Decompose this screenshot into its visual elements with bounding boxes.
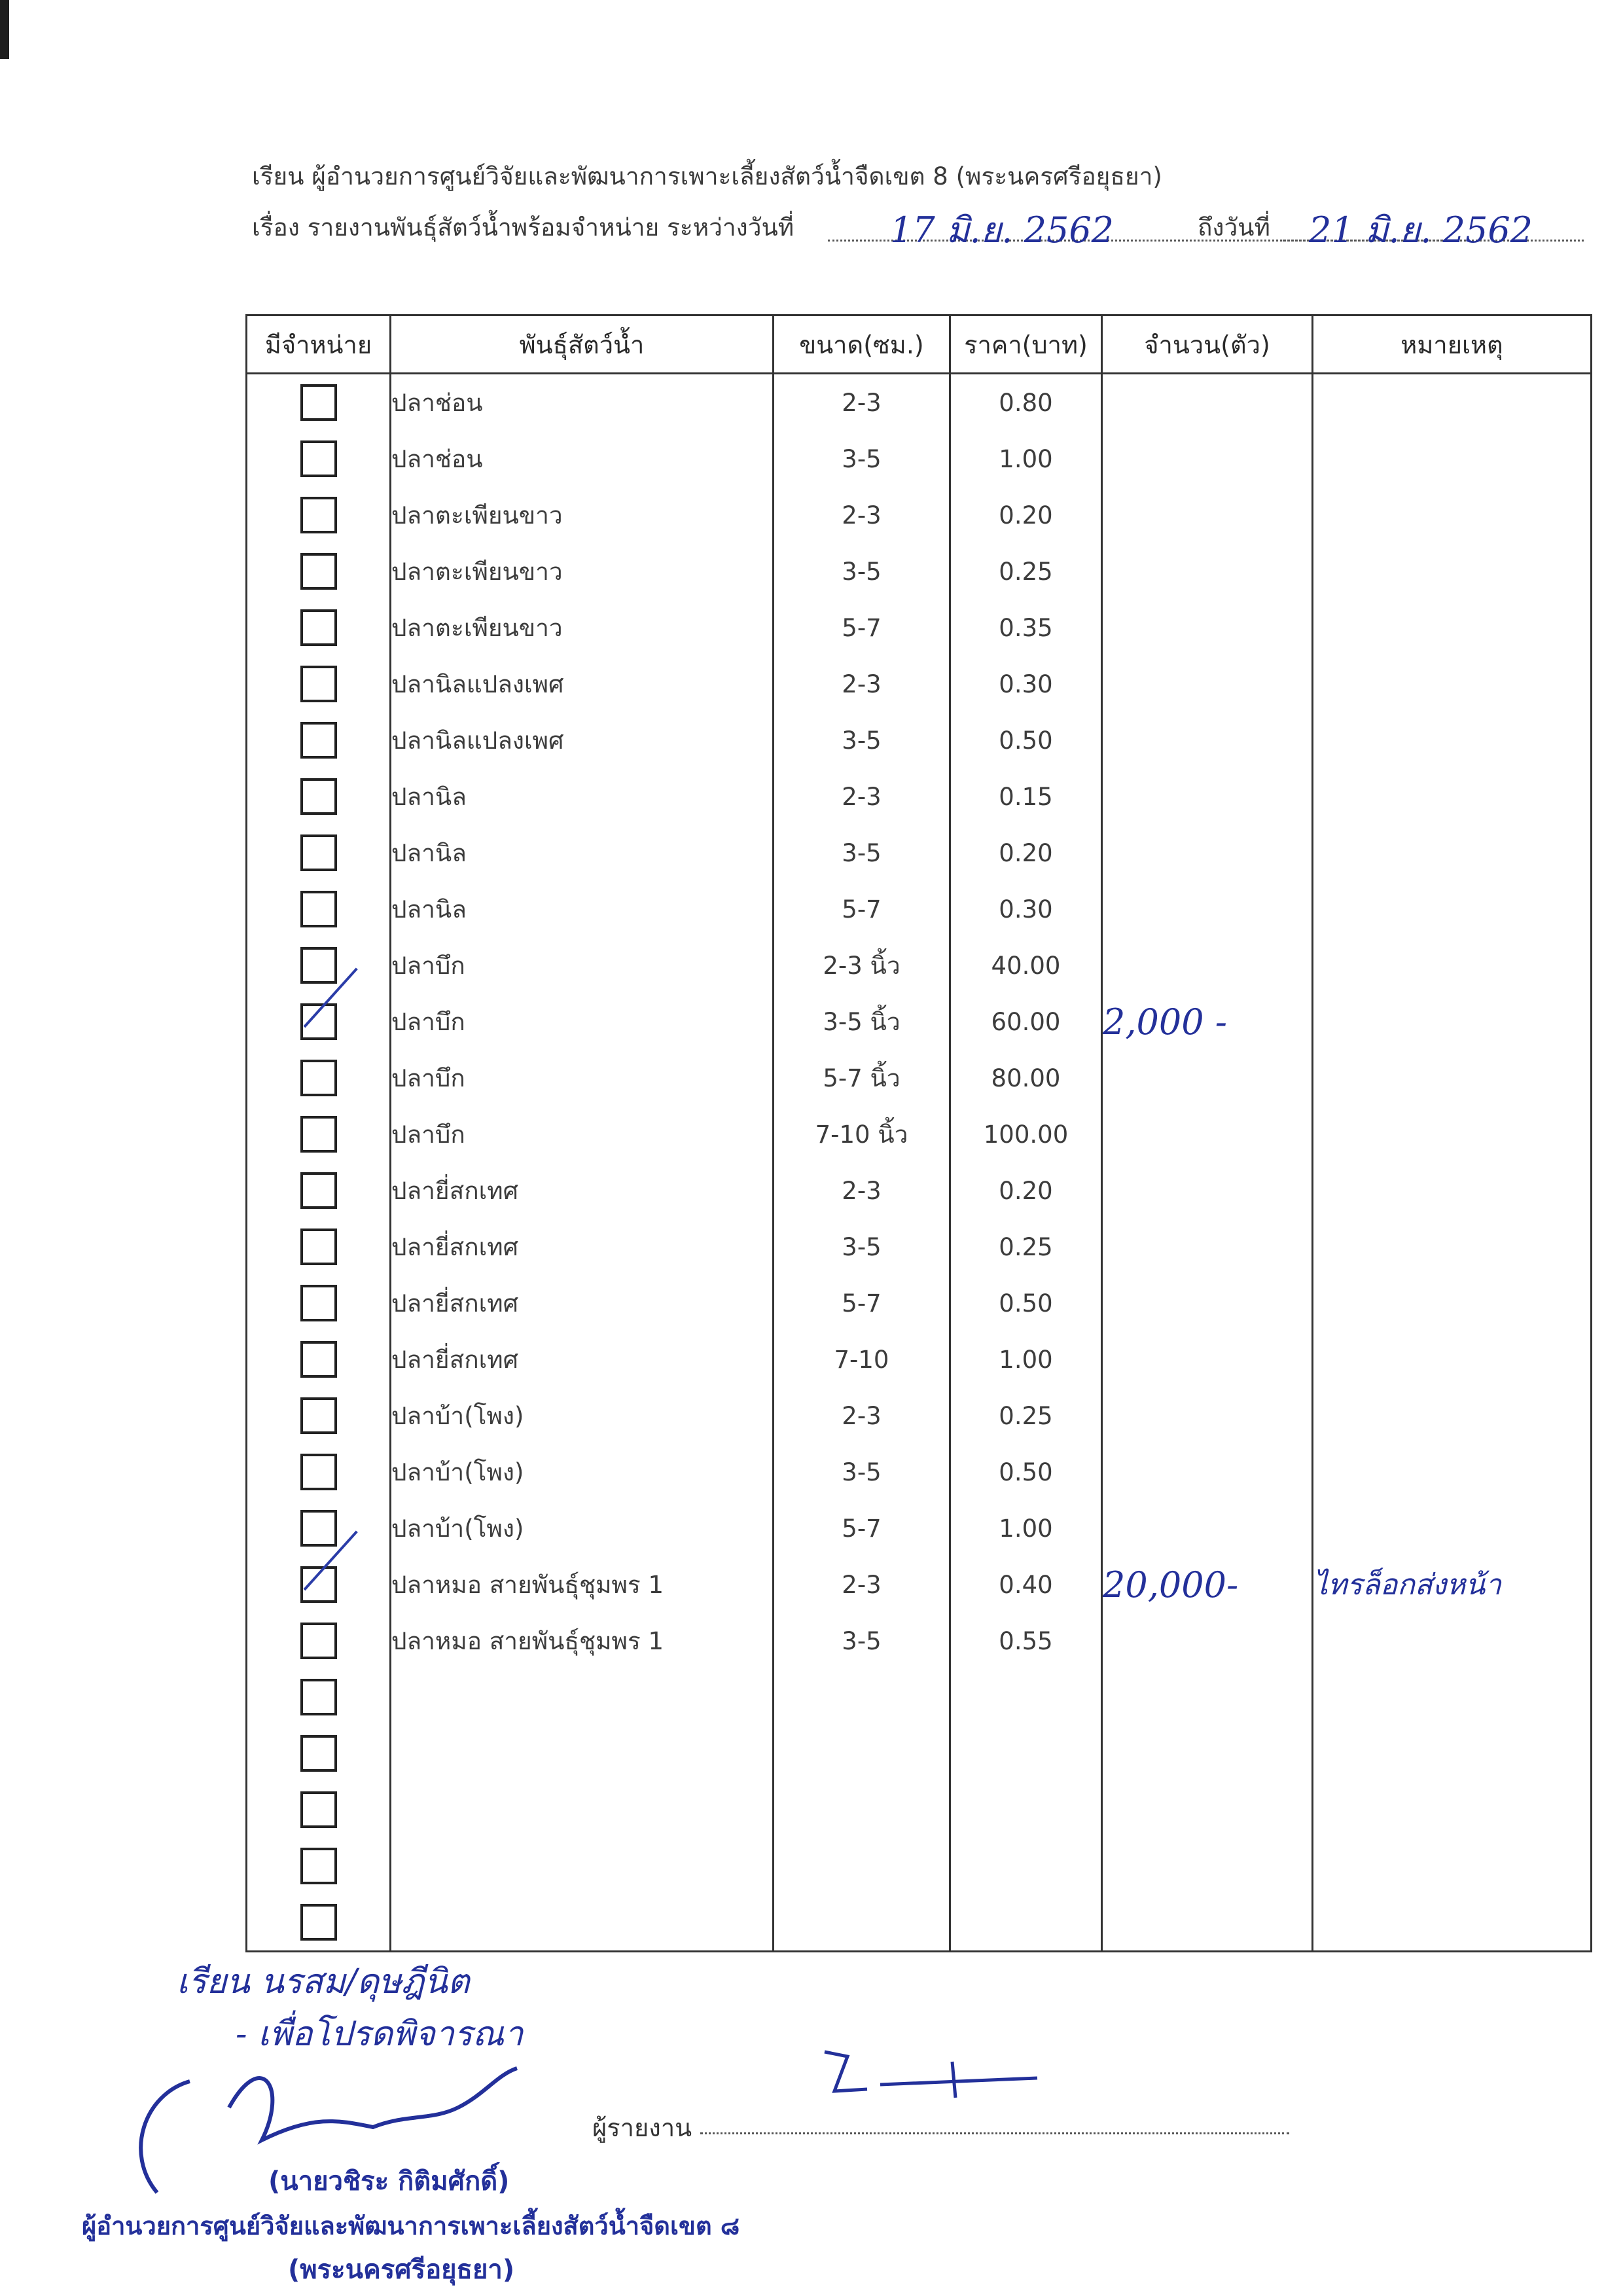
available-checkbox[interactable]: [300, 1172, 337, 1209]
remark-cell: [1313, 1444, 1592, 1500]
to-date-label: ถึงวันที่: [1198, 213, 1270, 242]
quantity-cell: [1102, 1331, 1313, 1388]
available-checkbox[interactable]: [300, 1679, 337, 1715]
price-cell: 1.00: [950, 431, 1102, 487]
species-cell: ปลานิล: [391, 825, 774, 881]
date-from-handwritten: 17 มิ.ย. 2562: [890, 209, 1115, 251]
table-row: [247, 1388, 1592, 1444]
header-available: มีจำหน่าย: [247, 315, 391, 374]
species-cell: ปลาตะเพียนขาว: [391, 487, 774, 543]
available-cell: [247, 1725, 391, 1782]
species-cell: ปลานิลแปลงเพศ: [391, 712, 774, 768]
species-cell: ปลายี่สกเทศ: [391, 1275, 774, 1331]
available-checkbox[interactable]: [300, 1510, 337, 1547]
price-cell: [950, 1669, 1102, 1725]
size-cell: 7-10 นิ้ว: [774, 1106, 950, 1162]
available-checkbox[interactable]: [300, 1341, 337, 1378]
reporter-dotted-line: [700, 2132, 1289, 2134]
quantity-cell: [1102, 656, 1313, 712]
table-row: [247, 1782, 1592, 1838]
header-species: พันธุ์สัตว์น้ำ: [391, 315, 774, 374]
table-row: [247, 1331, 1592, 1388]
price-cell: [950, 1782, 1102, 1838]
quantity-cell: [1102, 1894, 1313, 1952]
available-cell: [247, 487, 391, 543]
quantity-cell: [1102, 768, 1313, 825]
available-cell: [247, 543, 391, 600]
available-cell: [247, 825, 391, 881]
table-row: [247, 881, 1592, 937]
director-name: (นายวชิระ กิติมศักดิ์): [268, 2166, 510, 2197]
remark-cell: [1313, 1388, 1592, 1444]
table-row: [247, 1838, 1592, 1894]
quantity-cell: [1102, 431, 1313, 487]
handwritten-remark: ไทรล็อกส่งหน้า: [1313, 1568, 1501, 1602]
size-cell: 2-3: [774, 487, 950, 543]
quantity-cell: [1102, 1669, 1313, 1725]
available-cell: [247, 768, 391, 825]
table-row: [247, 1613, 1592, 1669]
available-checkbox-checked[interactable]: [300, 1566, 337, 1603]
available-checkbox[interactable]: [300, 834, 337, 871]
quantity-cell: [1102, 1162, 1313, 1219]
price-cell: 0.80: [950, 374, 1102, 431]
price-cell: [950, 1894, 1102, 1952]
quantity-cell: [1102, 1388, 1313, 1444]
remark-cell: [1313, 1838, 1592, 1894]
available-cell: [247, 1331, 391, 1388]
available-cell: [247, 1162, 391, 1219]
size-cell: 2-3 นิ้ว: [774, 937, 950, 994]
available-checkbox[interactable]: [300, 1285, 337, 1321]
available-checkbox[interactable]: [300, 609, 337, 646]
remark-cell: [1313, 1106, 1592, 1162]
handwritten-quantity: 20,000-: [1103, 1564, 1239, 1605]
subject-line: [252, 202, 1587, 251]
remark-cell: [1313, 1162, 1592, 1219]
species-cell: ปลาบึก: [391, 937, 774, 994]
available-checkbox[interactable]: [300, 1229, 337, 1265]
remark-cell: [1313, 712, 1592, 768]
remark-cell: [1313, 1219, 1592, 1275]
species-cell: ปลาบึก: [391, 994, 774, 1050]
available-cell: [247, 1838, 391, 1894]
available-cell: [247, 1444, 391, 1500]
quantity-cell: [1102, 1050, 1313, 1106]
available-cell: [247, 374, 391, 431]
quantity-cell: [1102, 881, 1313, 937]
available-checkbox[interactable]: [300, 440, 337, 477]
available-checkbox[interactable]: [300, 778, 337, 815]
available-cell: [247, 1894, 391, 1952]
available-checkbox[interactable]: [300, 1397, 337, 1434]
size-cell: 3-5: [774, 543, 950, 600]
price-cell: 0.55: [950, 1613, 1102, 1669]
remark-cell: [1313, 431, 1592, 487]
handwritten-quantity: 2,000 -: [1103, 1001, 1228, 1043]
price-cell: 0.50: [950, 1444, 1102, 1500]
available-checkbox[interactable]: [300, 722, 337, 759]
director-location: (พระนครศรีอยุธยา): [288, 2255, 515, 2285]
remark-cell: [1313, 1500, 1592, 1556]
species-cell: ปลานิล: [391, 768, 774, 825]
remark-cell: [1313, 487, 1592, 543]
available-checkbox[interactable]: [300, 1735, 337, 1772]
remark-cell: [1313, 994, 1592, 1050]
header-size: ขนาด(ซม.): [774, 315, 950, 374]
available-cell: [247, 1556, 391, 1613]
table-body: [247, 374, 1592, 1952]
quantity-cell: [1102, 374, 1313, 431]
size-cell: 2-3: [774, 374, 950, 431]
handwritten-note-line-2: - เพื่อโปรดพิจารณา: [236, 2015, 524, 2054]
price-cell: 0.40: [950, 1556, 1102, 1613]
price-cell: 0.15: [950, 768, 1102, 825]
remark-cell: [1313, 825, 1592, 881]
price-cell: 0.25: [950, 543, 1102, 600]
table-row: [247, 1894, 1592, 1952]
table-row: [247, 374, 1592, 431]
quantity-cell: [1102, 487, 1313, 543]
available-cell: [247, 881, 391, 937]
available-cell: [247, 1388, 391, 1444]
remark-cell: [1313, 374, 1592, 431]
size-cell: 3-5: [774, 825, 950, 881]
available-checkbox[interactable]: [300, 1623, 337, 1659]
available-cell: [247, 1782, 391, 1838]
species-cell: ปลาช่อน: [391, 431, 774, 487]
available-cell: [247, 1669, 391, 1725]
species-cell: [391, 1838, 774, 1894]
size-cell: [774, 1669, 950, 1725]
size-cell: [774, 1838, 950, 1894]
remark-cell: [1313, 656, 1592, 712]
remark-cell: [1313, 1275, 1592, 1331]
available-checkbox[interactable]: [300, 666, 337, 702]
table-row: [247, 768, 1592, 825]
size-cell: 2-3: [774, 768, 950, 825]
available-checkbox[interactable]: [300, 1904, 337, 1941]
size-cell: [774, 1894, 950, 1952]
header-remark: หมายเหตุ: [1313, 315, 1592, 374]
price-cell: 0.30: [950, 881, 1102, 937]
available-checkbox[interactable]: [300, 1791, 337, 1828]
director-title: ผู้อำนวยการศูนย์วิจัยและพัฒนาการเพาะเลี้ยงสัตว์น้ำจืดเขต ๘: [82, 2212, 740, 2240]
header-quantity: จำนวน(ตัว): [1102, 315, 1313, 374]
quantity-cell: [1102, 1500, 1313, 1556]
table-row: [247, 937, 1592, 994]
table-row: [247, 1725, 1592, 1782]
quantity-cell: [1102, 543, 1313, 600]
remark-cell: [1313, 1782, 1592, 1838]
available-cell: [247, 431, 391, 487]
quantity-cell: [1102, 1444, 1313, 1500]
species-cell: ปลาบ้า(โพง): [391, 1500, 774, 1556]
available-cell: [247, 1106, 391, 1162]
quantity-cell: [1102, 1838, 1313, 1894]
table-row: [247, 1444, 1592, 1500]
species-cell: [391, 1782, 774, 1838]
species-cell: ปลาบึก: [391, 1106, 774, 1162]
price-cell: 0.25: [950, 1219, 1102, 1275]
price-cell: 0.50: [950, 712, 1102, 768]
subject-prefix: เรื่อง รายงานพันธุ์สัตว์น้ำพร้อมจำหน่าย ระหว่างวันที่: [252, 213, 794, 242]
price-cell: 0.50: [950, 1275, 1102, 1331]
size-cell: 5-7: [774, 881, 950, 937]
size-cell: 2-3: [774, 1556, 950, 1613]
price-cell: 0.20: [950, 825, 1102, 881]
remark-cell: [1313, 1894, 1592, 1952]
available-checkbox-checked[interactable]: [300, 1003, 337, 1040]
header-price: ราคา(บาท): [950, 315, 1102, 374]
available-cell: [247, 1050, 391, 1106]
reporter-signature: [821, 2049, 1057, 2108]
price-cell: 0.20: [950, 487, 1102, 543]
table-row: [247, 994, 1592, 1050]
handwritten-note-line-1: เรียน นรสม/ดุษฎีนิต: [177, 1962, 470, 2001]
available-checkbox[interactable]: [300, 553, 337, 590]
remark-cell: [1313, 600, 1592, 656]
reporter-label: ผู้รายงาน: [592, 2113, 692, 2142]
price-cell: 1.00: [950, 1500, 1102, 1556]
species-cell: ปลายี่สกเทศ: [391, 1219, 774, 1275]
species-cell: [391, 1894, 774, 1952]
size-cell: 3-5 นิ้ว: [774, 994, 950, 1050]
available-cell: [247, 656, 391, 712]
available-checkbox[interactable]: [300, 384, 337, 421]
remark-cell: [1313, 1669, 1592, 1725]
species-cell: ปลาช่อน: [391, 374, 774, 431]
size-cell: 5-7: [774, 1275, 950, 1331]
table-row: [247, 1500, 1592, 1556]
size-cell: 5-7: [774, 600, 950, 656]
remark-cell: [1313, 1725, 1592, 1782]
species-cell: ปลาหมอ สายพันธุ์ชุมพร 1: [391, 1613, 774, 1669]
size-cell: 5-7 นิ้ว: [774, 1050, 950, 1106]
remark-cell: [1313, 937, 1592, 994]
species-cell: ปลาบ้า(โพง): [391, 1444, 774, 1500]
available-checkbox[interactable]: [300, 1454, 337, 1490]
available-checkbox[interactable]: [300, 947, 337, 984]
price-cell: 1.00: [950, 1331, 1102, 1388]
available-checkbox[interactable]: [300, 1848, 337, 1884]
available-checkbox[interactable]: [300, 1116, 337, 1153]
quantity-cell: [1102, 937, 1313, 994]
size-cell: [774, 1782, 950, 1838]
table-header-row: [247, 315, 1592, 374]
quantity-cell: [1102, 1106, 1313, 1162]
table-row: [247, 431, 1592, 487]
table-row: [247, 543, 1592, 600]
size-cell: 7-10: [774, 1331, 950, 1388]
table-row: [247, 712, 1592, 768]
table-row: [247, 1106, 1592, 1162]
species-cell: ปลายี่สกเทศ: [391, 1162, 774, 1219]
quantity-cell: [1102, 1613, 1313, 1669]
table-row: [247, 1275, 1592, 1331]
available-cell: [247, 994, 391, 1050]
size-cell: 3-5: [774, 431, 950, 487]
quantity-cell: [1102, 825, 1313, 881]
price-cell: 0.25: [950, 1388, 1102, 1444]
table-row: [247, 487, 1592, 543]
available-cell: [247, 600, 391, 656]
available-cell: [247, 1500, 391, 1556]
species-cell: ปลาหมอ สายพันธุ์ชุมพร 1: [391, 1556, 774, 1613]
table-row: [247, 825, 1592, 881]
scan-edge-mark: [0, 0, 9, 59]
available-cell: [247, 937, 391, 994]
available-cell: [247, 1275, 391, 1331]
size-cell: 3-5: [774, 1444, 950, 1500]
species-cell: ปลายี่สกเทศ: [391, 1331, 774, 1388]
species-cell: ปลาบ้า(โพง): [391, 1388, 774, 1444]
remark-cell: [1313, 881, 1592, 937]
species-cell: ปลานิลแปลงเพศ: [391, 656, 774, 712]
available-cell: [247, 1613, 391, 1669]
available-cell: [247, 712, 391, 768]
size-cell: 2-3: [774, 1162, 950, 1219]
size-cell: 5-7: [774, 1500, 950, 1556]
price-cell: 0.35: [950, 600, 1102, 656]
size-cell: 3-5: [774, 1219, 950, 1275]
price-cell: 0.30: [950, 656, 1102, 712]
available-checkbox[interactable]: [300, 497, 337, 533]
table-row: [247, 1219, 1592, 1275]
price-cell: 80.00: [950, 1050, 1102, 1106]
quantity-cell: [1102, 994, 1313, 1050]
remark-cell: [1313, 1613, 1592, 1669]
size-cell: 2-3: [774, 1388, 950, 1444]
available-checkbox[interactable]: [300, 891, 337, 927]
table-row: [247, 1050, 1592, 1106]
fish-price-table: [245, 314, 1592, 1952]
remark-cell: [1313, 768, 1592, 825]
species-cell: [391, 1669, 774, 1725]
species-cell: ปลาบึก: [391, 1050, 774, 1106]
price-cell: [950, 1838, 1102, 1894]
species-cell: ปลาตะเพียนขาว: [391, 600, 774, 656]
remark-cell: [1313, 543, 1592, 600]
remark-cell: [1313, 1331, 1592, 1388]
price-cell: 40.00: [950, 937, 1102, 994]
quantity-cell: [1102, 1275, 1313, 1331]
remark-cell: [1313, 1050, 1592, 1106]
remark-cell: [1313, 1556, 1592, 1613]
price-cell: [950, 1725, 1102, 1782]
quantity-cell: [1102, 1725, 1313, 1782]
quantity-cell: [1102, 1782, 1313, 1838]
quantity-cell: [1102, 1219, 1313, 1275]
available-checkbox[interactable]: [300, 1060, 337, 1096]
price-cell: 60.00: [950, 994, 1102, 1050]
quantity-cell: [1102, 1556, 1313, 1613]
table-row: [247, 1556, 1592, 1613]
table-row: [247, 656, 1592, 712]
species-cell: ปลาตะเพียนขาว: [391, 543, 774, 600]
recipient-line: เรียน ผู้อำนวยการศูนย์วิจัยและพัฒนาการเพาะเลี้ยงสัตว์น้ำจืดเขต 8 (พระนครศรีอยุธยา): [252, 162, 1162, 190]
size-cell: [774, 1725, 950, 1782]
available-cell: [247, 1219, 391, 1275]
quantity-cell: [1102, 712, 1313, 768]
species-cell: [391, 1725, 774, 1782]
size-cell: 3-5: [774, 1613, 950, 1669]
price-cell: 100.00: [950, 1106, 1102, 1162]
table-row: [247, 1162, 1592, 1219]
size-cell: 2-3: [774, 656, 950, 712]
species-cell: ปลานิล: [391, 881, 774, 937]
price-cell: 0.20: [950, 1162, 1102, 1219]
date-to-handwritten: 21 มิ.ย. 2562: [1309, 209, 1533, 251]
table-row: [247, 600, 1592, 656]
quantity-cell: [1102, 600, 1313, 656]
table-row: [247, 1669, 1592, 1725]
size-cell: 3-5: [774, 712, 950, 768]
